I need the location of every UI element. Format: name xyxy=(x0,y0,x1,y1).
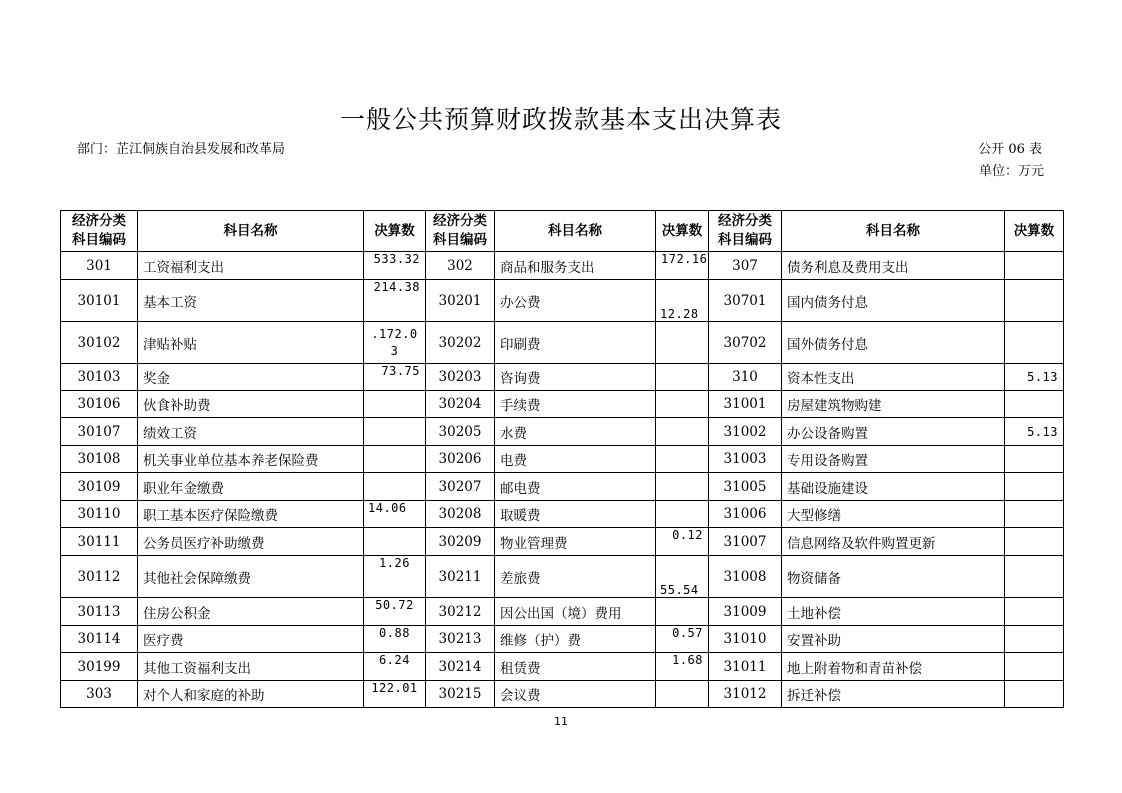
cell-code: 30208 xyxy=(426,501,495,528)
cell-name: 工资福利支出 xyxy=(138,252,364,280)
table-row xyxy=(61,473,1064,501)
cell-code: 31011 xyxy=(709,653,782,681)
table-row xyxy=(61,626,1064,653)
cell-code: 30108 xyxy=(61,446,138,473)
cell-code: 31009 xyxy=(709,598,782,626)
header-name: 科目名称 xyxy=(782,211,1005,252)
header-amount: 决算数 xyxy=(656,211,709,252)
cell-amount xyxy=(1005,626,1064,653)
cell-name: 电费 xyxy=(495,446,656,473)
cell-amount: 0.88 xyxy=(364,626,426,653)
cell-code: 31003 xyxy=(709,446,782,473)
cell-name: 绩效工资 xyxy=(138,418,364,446)
cell-amount xyxy=(656,364,709,391)
cell-name: 水费 xyxy=(495,418,656,446)
header-name: 科目名称 xyxy=(495,211,656,252)
cell-amount: 12.28 xyxy=(656,280,709,322)
cell-amount: 50.72 xyxy=(364,598,426,626)
header-name: 科目名称 xyxy=(138,211,364,252)
cell-amount: 0.12 xyxy=(656,528,709,556)
cell-code: 30109 xyxy=(61,473,138,501)
cell-code: 301 xyxy=(61,252,138,280)
cell-amount: 5.13 xyxy=(1005,418,1064,446)
cell-name: 医疗费 xyxy=(138,626,364,653)
cell-amount xyxy=(656,322,709,364)
cell-amount xyxy=(656,391,709,418)
cell-amount xyxy=(1005,556,1064,598)
cell-name: 办公费 xyxy=(495,280,656,322)
header-amount: 决算数 xyxy=(364,211,426,252)
cell-amount: 73.75 xyxy=(364,364,426,391)
cell-name: 伙食补助费 xyxy=(138,391,364,418)
cell-amount xyxy=(1005,473,1064,501)
cell-code: 30206 xyxy=(426,446,495,473)
cell-name: 债务利息及费用支出 xyxy=(782,252,1005,280)
cell-amount xyxy=(656,418,709,446)
cell-name: 公务员医疗补助缴费 xyxy=(138,528,364,556)
cell-name: 办公设备购置 xyxy=(782,418,1005,446)
cell-amount: .172.03 xyxy=(364,322,426,364)
cell-name: 对个人和家庭的补助 xyxy=(138,681,364,708)
table-row xyxy=(61,364,1064,391)
cell-name: 取暖费 xyxy=(495,501,656,528)
cell-amount: 6.24 xyxy=(364,653,426,681)
cell-amount xyxy=(1005,280,1064,322)
cell-code: 30701 xyxy=(709,280,782,322)
header-amount: 决算数 xyxy=(1005,211,1064,252)
cell-code: 30207 xyxy=(426,473,495,501)
table-row xyxy=(61,252,1064,280)
cell-amount: 533.32 xyxy=(364,252,426,280)
cell-code: 31002 xyxy=(709,418,782,446)
cell-name: 印刷费 xyxy=(495,322,656,364)
cell-code: 30211 xyxy=(426,556,495,598)
table-row xyxy=(61,681,1064,708)
cell-code: 30106 xyxy=(61,391,138,418)
cell-code: 30215 xyxy=(426,681,495,708)
cell-amount: 55.54 xyxy=(656,556,709,598)
cell-name: 其他社会保障缴费 xyxy=(138,556,364,598)
page-title: 一般公共预算财政拨款基本支出决算表 xyxy=(339,105,782,134)
cell-name: 拆迁补偿 xyxy=(782,681,1005,708)
cell-code: 30110 xyxy=(61,501,138,528)
cell-code: 30201 xyxy=(426,280,495,322)
cell-code: 30107 xyxy=(61,418,138,446)
table-row xyxy=(61,418,1064,446)
cell-code: 30199 xyxy=(61,653,138,681)
cell-name: 商品和服务支出 xyxy=(495,252,656,280)
cell-code: 30204 xyxy=(426,391,495,418)
cell-name: 房屋建筑物购建 xyxy=(782,391,1005,418)
cell-code: 30213 xyxy=(426,626,495,653)
cell-name: 会议费 xyxy=(495,681,656,708)
table-row xyxy=(61,653,1064,681)
cell-amount xyxy=(1005,653,1064,681)
table-row xyxy=(61,391,1064,418)
cell-name: 安置补助 xyxy=(782,626,1005,653)
cell-name: 机关事业单位基本养老保险费 xyxy=(138,446,364,473)
table-header-row xyxy=(61,211,1064,252)
cell-name: 维修（护）费 xyxy=(495,626,656,653)
cell-name: 手续费 xyxy=(495,391,656,418)
cell-name: 奖金 xyxy=(138,364,364,391)
cell-amount: 122.01 xyxy=(364,681,426,708)
cell-amount xyxy=(656,681,709,708)
table-row xyxy=(61,598,1064,626)
cell-code: 30102 xyxy=(61,322,138,364)
cell-amount xyxy=(1005,681,1064,708)
cell-name: 大型修缮 xyxy=(782,501,1005,528)
cell-name: 国内债务付息 xyxy=(782,280,1005,322)
cell-name: 其他工资福利支出 xyxy=(138,653,364,681)
cell-code: 31007 xyxy=(709,528,782,556)
form-number: 公开 06 表 xyxy=(978,142,1042,157)
page-number: 11 xyxy=(554,715,568,728)
cell-amount xyxy=(656,473,709,501)
cell-amount xyxy=(656,501,709,528)
cell-amount: 1.68 xyxy=(656,653,709,681)
cell-code: 30112 xyxy=(61,556,138,598)
cell-code: 30209 xyxy=(426,528,495,556)
cell-name: 物资储备 xyxy=(782,556,1005,598)
header-code: 经济分类 科目编码 xyxy=(426,211,495,252)
cell-amount: 1.26 xyxy=(364,556,426,598)
cell-name: 咨询费 xyxy=(495,364,656,391)
cell-amount xyxy=(1005,598,1064,626)
cell-name: 物业管理费 xyxy=(495,528,656,556)
cell-amount xyxy=(1005,528,1064,556)
cell-amount xyxy=(1005,391,1064,418)
cell-name: 津贴补贴 xyxy=(138,322,364,364)
cell-name: 职工基本医疗保险缴费 xyxy=(138,501,364,528)
cell-name: 土地补偿 xyxy=(782,598,1005,626)
cell-name: 邮电费 xyxy=(495,473,656,501)
header-code: 经济分类 科目编码 xyxy=(709,211,782,252)
cell-name: 租赁费 xyxy=(495,653,656,681)
cell-name: 住房公积金 xyxy=(138,598,364,626)
cell-amount: 14.06 xyxy=(364,501,426,528)
cell-code: 30214 xyxy=(426,653,495,681)
cell-amount xyxy=(1005,446,1064,473)
cell-amount: 0.57 xyxy=(656,626,709,653)
cell-amount: 5.13 xyxy=(1005,364,1064,391)
cell-name: 国外债务付息 xyxy=(782,322,1005,364)
cell-code: 30111 xyxy=(61,528,138,556)
cell-amount: 172.16 xyxy=(656,252,709,280)
cell-name: 资本性支出 xyxy=(782,364,1005,391)
cell-name: 基本工资 xyxy=(138,280,364,322)
table-row xyxy=(61,556,1064,598)
table-row xyxy=(61,528,1064,556)
cell-amount xyxy=(656,598,709,626)
cell-amount xyxy=(364,528,426,556)
cell-code: 307 xyxy=(709,252,782,280)
cell-code: 303 xyxy=(61,681,138,708)
cell-code: 30203 xyxy=(426,364,495,391)
cell-code: 31005 xyxy=(709,473,782,501)
table-row xyxy=(61,280,1064,322)
cell-code: 302 xyxy=(426,252,495,280)
cell-code: 30205 xyxy=(426,418,495,446)
cell-amount xyxy=(364,473,426,501)
budget-table xyxy=(60,210,1064,708)
cell-amount xyxy=(364,446,426,473)
cell-code: 310 xyxy=(709,364,782,391)
department-label: 部门：芷江侗族自治县发展和改革局 xyxy=(77,142,286,157)
cell-code: 30113 xyxy=(61,598,138,626)
cell-name: 信息网络及软件购置更新 xyxy=(782,528,1005,556)
cell-name: 职业年金缴费 xyxy=(138,473,364,501)
cell-code: 30202 xyxy=(426,322,495,364)
cell-amount: 214.38 xyxy=(364,280,426,322)
cell-amount xyxy=(364,391,426,418)
table-row xyxy=(61,322,1064,364)
cell-name: 因公出国（境）费用 xyxy=(495,598,656,626)
cell-code: 31006 xyxy=(709,501,782,528)
cell-amount xyxy=(1005,501,1064,528)
cell-name: 基础设施建设 xyxy=(782,473,1005,501)
cell-amount xyxy=(364,418,426,446)
table-row xyxy=(61,501,1064,528)
unit-label: 单位：万元 xyxy=(978,164,1044,179)
cell-code: 31001 xyxy=(709,391,782,418)
cell-amount xyxy=(1005,252,1064,280)
cell-code: 30101 xyxy=(61,280,138,322)
cell-name: 差旅费 xyxy=(495,556,656,598)
cell-name: 专用设备购置 xyxy=(782,446,1005,473)
cell-code: 31012 xyxy=(709,681,782,708)
table-row xyxy=(61,446,1064,473)
cell-code: 30103 xyxy=(61,364,138,391)
cell-name: 地上附着物和青苗补偿 xyxy=(782,653,1005,681)
cell-amount xyxy=(1005,322,1064,364)
header-code: 经济分类 科目编码 xyxy=(61,211,138,252)
cell-code: 31010 xyxy=(709,626,782,653)
cell-amount xyxy=(656,446,709,473)
cell-code: 30702 xyxy=(709,322,782,364)
cell-code: 31008 xyxy=(709,556,782,598)
cell-code: 30114 xyxy=(61,626,138,653)
cell-code: 30212 xyxy=(426,598,495,626)
